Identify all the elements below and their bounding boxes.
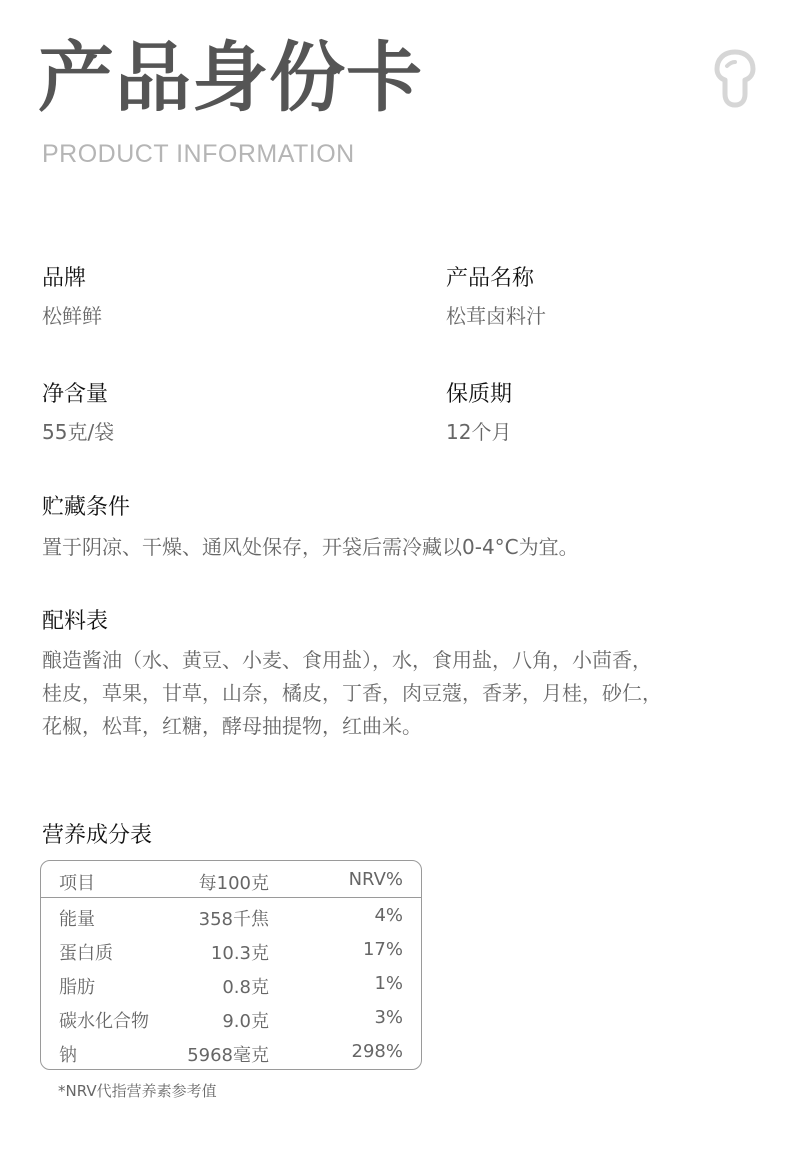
header-nrv: NRV% xyxy=(348,869,403,890)
table-row xyxy=(41,1033,421,1067)
row-amount: 9.0克 xyxy=(222,1011,269,1032)
row-amount: 10.3克 xyxy=(210,943,269,964)
ingredients-line: 酿造酱油（水、黄豆、小麦、食用盐），水，食用盐，八角，小茴香， xyxy=(42,648,652,672)
header-per-100g: 每100克 xyxy=(198,873,269,894)
nrv-note: *NRV代指营养素参考值 xyxy=(58,1082,217,1100)
brand-label: 品牌 xyxy=(42,266,87,291)
nutrition-label: 营养成分表 xyxy=(42,823,153,848)
page-title: 产品身份卡 xyxy=(38,33,423,122)
net-content-value: 55克/袋 xyxy=(42,420,115,444)
nutrition-table xyxy=(40,860,422,1070)
page-subtitle: PRODUCT INFORMATION xyxy=(42,140,355,168)
nutrition-table-header xyxy=(41,861,421,898)
row-item: 碳水化合物 xyxy=(59,1011,149,1032)
product-name-label: 产品名称 xyxy=(446,266,535,291)
ingredients-text xyxy=(42,644,662,743)
row-item: 能量 xyxy=(59,909,95,930)
storage-value: 置于阴凉、干燥、通风处保存，开袋后需冷藏以0-4°C为宜。 xyxy=(42,535,579,559)
storage-label: 贮藏条件 xyxy=(42,495,131,520)
row-item: 蛋白质 xyxy=(59,943,113,964)
row-amount: 358千焦 xyxy=(198,909,269,930)
ingredients-line: 桂皮，草果，甘草，山奈，橘皮，丁香，肉豆蔻，香茅，月桂，砂仁， xyxy=(42,681,662,705)
net-content-label: 净含量 xyxy=(42,382,109,407)
table-row xyxy=(41,931,421,965)
ingredients-line: 花椒，松茸，红糖，酵母抽提物，红曲米。 xyxy=(42,714,422,738)
brand-value: 松鲜鲜 xyxy=(42,304,102,328)
shelf-life-value: 12个月 xyxy=(446,420,512,444)
row-nrv: 298% xyxy=(351,1041,403,1062)
table-row xyxy=(41,965,421,999)
product-name-value: 松茸卤料汁 xyxy=(446,304,546,328)
row-nrv: 1% xyxy=(374,973,403,994)
row-item: 钠 xyxy=(59,1045,77,1066)
row-nrv: 4% xyxy=(374,905,403,926)
row-nrv: 3% xyxy=(374,1007,403,1028)
ingredients-label: 配料表 xyxy=(42,609,109,634)
shelf-life-label: 保质期 xyxy=(446,382,513,407)
row-item: 脂肪 xyxy=(59,977,95,998)
table-row xyxy=(41,999,421,1033)
table-row xyxy=(41,897,421,931)
row-amount: 5968毫克 xyxy=(187,1045,269,1066)
header-item: 项目 xyxy=(59,873,95,894)
mushroom-outline-icon xyxy=(712,48,758,108)
row-nrv: 17% xyxy=(362,939,403,960)
row-amount: 0.8克 xyxy=(222,977,269,998)
